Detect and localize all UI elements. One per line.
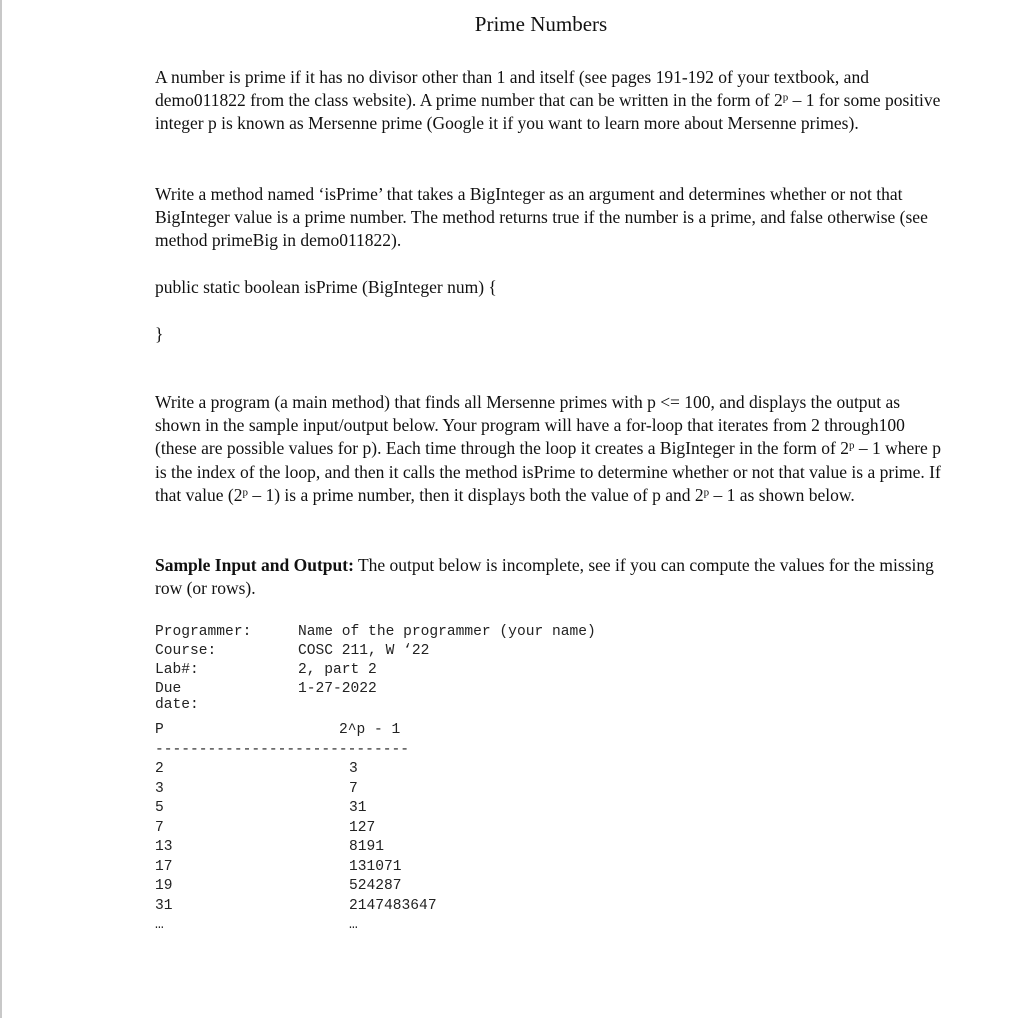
sample-io-text: The output below is incomplete, see if you can compute the values for the missing row (or rows).	[155, 555, 934, 599]
table-cell-p: 17	[155, 858, 173, 875]
table-cell-value: 31	[349, 800, 367, 816]
program-superscript-3: p	[703, 486, 710, 499]
program-description-paragraph	[155, 391, 945, 507]
program-text-part1: Write a program (a main method) that finds all Mersenne primes with p <= 100, and displays the output as shown in the sample input/output below. Your program will have a for-loop that iterates from 2 through100 (these are possible values for p). Each time through the loop it creates a BigInteger in the form of 2	[155, 392, 905, 459]
table-header-p: P	[155, 722, 164, 738]
table-cell-value: 524287	[349, 878, 402, 894]
table-cell-value: 127	[349, 819, 376, 836]
info-value: 1-27-2022	[298, 681, 377, 697]
table-cell-p: …	[155, 917, 164, 933]
table-cell-value: 8191	[349, 839, 385, 855]
program-text-part3: – 1) is a prime number, then it displays both the value of p and 2	[247, 484, 704, 505]
info-label: Programmer:	[155, 624, 252, 640]
intro-paragraph	[155, 66, 945, 136]
page-left-border	[0, 0, 2, 1018]
table-cell-value: 2147483647	[349, 897, 437, 914]
sample-io-paragraph	[155, 554, 945, 600]
table-cell-value: 7	[349, 780, 358, 797]
program-superscript-1: p	[848, 439, 855, 452]
sample-io-heading: Sample Input and Output:	[155, 555, 354, 575]
method-description-paragraph: Write a method named ‘isPrime’ that takes a BigInteger as an argument and determines whether or not that BigInteger value is a prime number. The method returns true if the number is a prime, and false otherwise (see method primeBig in demo011822).	[155, 184, 928, 251]
table-cell-value: …	[349, 917, 358, 933]
intro-superscript: p	[782, 91, 789, 104]
table-cell-p: 2	[155, 761, 164, 777]
info-value: COSC 211, W ‘22	[298, 643, 430, 659]
table-cell-p: 13	[155, 839, 173, 855]
table-cell-p: 5	[155, 800, 164, 816]
program-superscript-2: p	[242, 486, 248, 499]
info-label: Course:	[155, 643, 217, 659]
info-value: 2, part 2	[298, 662, 377, 678]
table-cell-p: 3	[155, 780, 164, 797]
page-title: Prime Numbers	[474, 12, 608, 36]
program-text-part4: – 1 as shown below.	[709, 484, 855, 505]
method-signature: public static boolean isPrime (BigInteger num) {	[155, 277, 497, 297]
intro-text-part1: A number is prime if it has no divisor other than 1 and itself (see pages 191-192 of your textbook, and demo011822 from the class website). A prime number that can be written in the form of 2	[155, 67, 869, 111]
table-cell-p: 19	[155, 878, 173, 894]
table-divider: -----------------------------	[155, 742, 409, 758]
table-cell-value: 131071	[349, 858, 402, 875]
closing-brace: }	[155, 324, 164, 344]
intro-text-part2: – 1 for some positive integer p is known as Mersenne prime (Google it if you want to learn more about Mersenne primes).	[155, 90, 941, 134]
table-cell-value: 3	[349, 761, 358, 777]
info-label: Due date:	[155, 681, 199, 713]
table-cell-p: 31	[155, 897, 173, 914]
table-cell-p: 7	[155, 819, 164, 836]
info-value: Name of the programmer (your name)	[298, 624, 596, 640]
program-text-part2: – 1 where p is the index of the loop, and then it calls the method isPrime to determine whether or not that value is a prime. If that value (2	[155, 438, 941, 505]
table-header-value: 2^p - 1	[339, 722, 401, 738]
info-label: Lab#:	[155, 662, 199, 678]
